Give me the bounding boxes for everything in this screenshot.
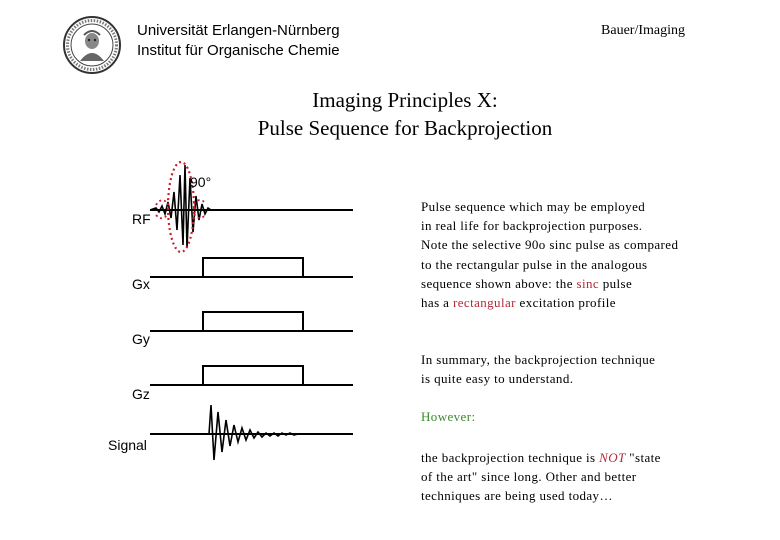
gz-gradient-lobe (203, 366, 303, 385)
author-label: Bauer/Imaging (601, 23, 685, 38)
text-segment: "state (625, 450, 661, 465)
text-segment: pulse (599, 275, 633, 291)
text-segment: excitation profile (515, 295, 616, 311)
gx-gradient-lobe (203, 258, 303, 277)
gy-gradient-lobe (203, 312, 303, 331)
rectangular-highlight: rectangular (453, 295, 516, 311)
gx-label: Gx (132, 276, 150, 292)
text-line: Note the selective 90o sinc pulse as compared (421, 237, 679, 253)
however-label: However: (421, 409, 476, 424)
description-paragraph (421, 197, 761, 312)
page-title: Imaging Principles X: (312, 88, 498, 112)
text-segment: the backprojection technique is (421, 450, 600, 465)
sinc-highlight: sinc (576, 275, 600, 291)
text-line: is quite easy to understand. (421, 371, 574, 387)
text-line (421, 274, 761, 293)
text-segment: sequence shown above: the (421, 275, 577, 291)
institution-name: Universität Erlangen-Nürnberg (137, 22, 340, 39)
pulse-angle-label: 90° (190, 174, 212, 190)
conclusion-paragraph (421, 448, 761, 506)
text-line (421, 293, 761, 312)
not-emphasis: NOT (599, 450, 626, 465)
text-line: techniques are being used today… (421, 488, 613, 504)
gz-label: Gz (132, 386, 150, 402)
text-line: In summary, the backprojection technique (421, 352, 656, 367)
text-line: of the art" since long. Other and better (421, 469, 637, 485)
page-subtitle: Pulse Sequence for Backprojection (257, 116, 553, 140)
text-line (421, 448, 761, 467)
text-line: Pulse sequence which may be employed (421, 199, 646, 214)
summary-paragraph (421, 350, 761, 388)
university-seal-logo (62, 15, 122, 75)
rf-label: RF (132, 211, 151, 227)
text-line: in real life for backprojection purposes. (421, 218, 643, 234)
signal-label: Signal (108, 437, 147, 453)
institute-name: Institut für Organische Chemie (137, 42, 340, 59)
text-segment: has a (421, 295, 453, 311)
fid-signal-curve (209, 405, 302, 460)
gy-label: Gy (132, 331, 150, 347)
pulse-sequence-diagram (0, 160, 380, 480)
text-line: to the rectangular pulse in the analogous (421, 256, 648, 272)
